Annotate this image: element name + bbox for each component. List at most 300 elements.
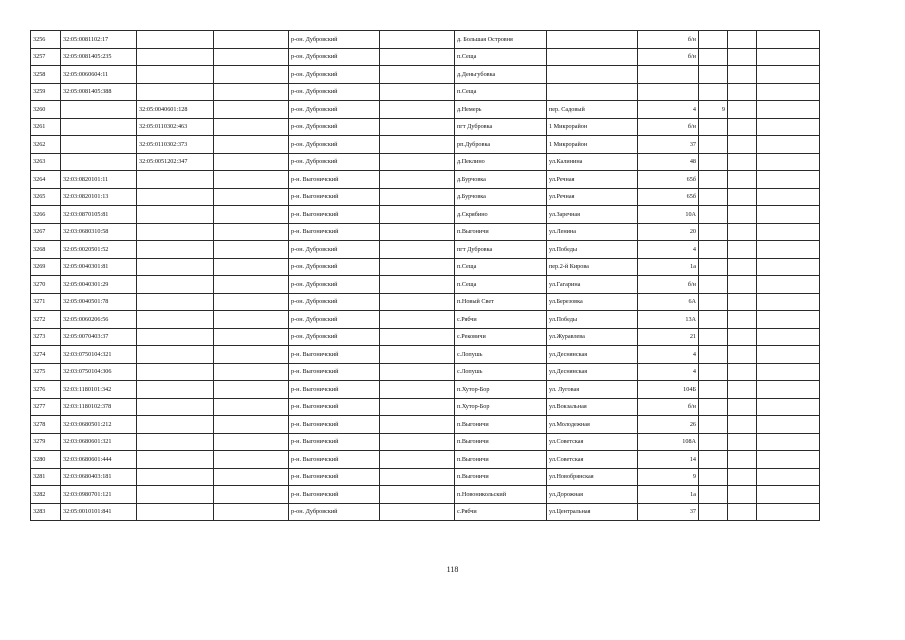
cadastral-number: 32:05:0020501:52 xyxy=(61,241,137,259)
row-number: 3260 xyxy=(31,101,61,119)
locality: п.Сеща xyxy=(455,83,547,101)
empty-cell xyxy=(214,311,289,329)
empty-cell xyxy=(757,276,820,294)
cadastral-number: 32:03:0680501:212 xyxy=(61,416,137,434)
street: ул.Речная xyxy=(547,171,638,189)
empty-cell xyxy=(214,346,289,364)
empty-cell xyxy=(380,118,455,136)
locality: с.Рековичи xyxy=(455,328,547,346)
locality: с.Рябчи xyxy=(455,311,547,329)
cadastral-number-alt xyxy=(137,276,214,294)
street: ул.Гагарина xyxy=(547,276,638,294)
row-number: 3268 xyxy=(31,241,61,259)
house-number: 10А xyxy=(638,206,699,224)
apartment-number xyxy=(699,346,728,364)
empty-cell xyxy=(380,188,455,206)
cadastral-number-alt xyxy=(137,398,214,416)
empty-cell xyxy=(728,346,757,364)
row-number: 3283 xyxy=(31,503,61,521)
table-row xyxy=(31,83,820,101)
empty-cell xyxy=(757,311,820,329)
locality: п.Новоникольский xyxy=(455,486,547,504)
table-row xyxy=(31,433,820,451)
house-number: б/н xyxy=(638,31,699,49)
empty-cell xyxy=(728,398,757,416)
empty-cell xyxy=(380,101,455,119)
empty-cell xyxy=(214,136,289,154)
table-row xyxy=(31,311,820,329)
apartment-number xyxy=(699,398,728,416)
row-number: 3264 xyxy=(31,171,61,189)
cadastral-number xyxy=(61,136,137,154)
empty-cell xyxy=(380,451,455,469)
cadastral-number: 32:05:0060206:56 xyxy=(61,311,137,329)
empty-cell xyxy=(380,136,455,154)
table-row xyxy=(31,398,820,416)
street: ул. Луговая xyxy=(547,381,638,399)
house-number: 4 xyxy=(638,363,699,381)
row-number: 3280 xyxy=(31,451,61,469)
empty-cell xyxy=(214,258,289,276)
district: р-н. Выгоничский xyxy=(289,416,380,434)
empty-cell xyxy=(214,66,289,84)
apartment-number xyxy=(699,276,728,294)
empty-cell xyxy=(380,241,455,259)
apartment-number xyxy=(699,206,728,224)
empty-cell xyxy=(214,118,289,136)
empty-cell xyxy=(380,171,455,189)
district: р-он. Дубровский xyxy=(289,258,380,276)
apartment-number xyxy=(699,171,728,189)
district: р-н. Выгоничский xyxy=(289,206,380,224)
locality: с.Лопушь xyxy=(455,346,547,364)
empty-cell xyxy=(757,136,820,154)
empty-cell xyxy=(728,223,757,241)
empty-cell xyxy=(757,328,820,346)
table-row xyxy=(31,328,820,346)
district: р-н. Выгоничский xyxy=(289,171,380,189)
table-row xyxy=(31,66,820,84)
cadastral-number: 32:03:1180101:342 xyxy=(61,381,137,399)
empty-cell xyxy=(380,31,455,49)
empty-cell xyxy=(757,66,820,84)
row-number: 3272 xyxy=(31,311,61,329)
cadastral-number-alt xyxy=(137,328,214,346)
house-number: 26 xyxy=(638,416,699,434)
table-row xyxy=(31,171,820,189)
street: ул.Новобрянская xyxy=(547,468,638,486)
empty-cell xyxy=(728,486,757,504)
table-row xyxy=(31,48,820,66)
street: пер.2-й Кирова xyxy=(547,258,638,276)
apartment-number xyxy=(699,293,728,311)
empty-cell xyxy=(214,206,289,224)
district: р-н. Выгоничский xyxy=(289,346,380,364)
empty-cell xyxy=(214,486,289,504)
empty-cell xyxy=(380,83,455,101)
empty-cell xyxy=(728,101,757,119)
street xyxy=(547,31,638,49)
empty-cell xyxy=(728,276,757,294)
table-row xyxy=(31,223,820,241)
cadastral-number: 32:03:1180102:378 xyxy=(61,398,137,416)
apartment-number xyxy=(699,311,728,329)
empty-cell xyxy=(380,276,455,294)
apartment-number xyxy=(699,433,728,451)
empty-cell xyxy=(728,363,757,381)
table-row xyxy=(31,241,820,259)
locality: п.Выгоничи xyxy=(455,416,547,434)
empty-cell xyxy=(380,328,455,346)
street: ул.Журавлева xyxy=(547,328,638,346)
cadastral-number: 32:03:0680601:321 xyxy=(61,433,137,451)
house-number: 21 xyxy=(638,328,699,346)
street: пер. Садовый xyxy=(547,101,638,119)
apartment-number xyxy=(699,223,728,241)
row-number: 3256 xyxy=(31,31,61,49)
empty-cell xyxy=(214,416,289,434)
empty-cell xyxy=(757,223,820,241)
district: р-он. Дубровский xyxy=(289,276,380,294)
empty-cell xyxy=(728,171,757,189)
row-number: 3276 xyxy=(31,381,61,399)
street xyxy=(547,83,638,101)
empty-cell xyxy=(757,258,820,276)
cadastral-number: 32:03:0680403:181 xyxy=(61,468,137,486)
empty-cell xyxy=(380,363,455,381)
apartment-number: 9 xyxy=(699,101,728,119)
empty-cell xyxy=(214,293,289,311)
empty-cell xyxy=(728,258,757,276)
empty-cell xyxy=(757,118,820,136)
row-number: 3282 xyxy=(31,486,61,504)
district: р-он. Дубровский xyxy=(289,118,380,136)
empty-cell xyxy=(757,241,820,259)
house-number: 104Б xyxy=(638,381,699,399)
house-number: 20 xyxy=(638,223,699,241)
apartment-number xyxy=(699,136,728,154)
empty-cell xyxy=(380,433,455,451)
table-row xyxy=(31,346,820,364)
locality: п.Выгоничи xyxy=(455,223,547,241)
empty-cell xyxy=(380,346,455,364)
apartment-number xyxy=(699,328,728,346)
cadastral-number-alt xyxy=(137,346,214,364)
empty-cell xyxy=(380,48,455,66)
row-number: 3271 xyxy=(31,293,61,311)
district: р-н. Выгоничский xyxy=(289,223,380,241)
locality: д. Большая Островня xyxy=(455,31,547,49)
district: р-он. Дубровский xyxy=(289,503,380,521)
empty-cell xyxy=(728,293,757,311)
apartment-number xyxy=(699,416,728,434)
table-row xyxy=(31,276,820,294)
cadastral-number: 32:05:0081102:17 xyxy=(61,31,137,49)
empty-cell xyxy=(380,486,455,504)
house-number: 37 xyxy=(638,136,699,154)
row-number: 3266 xyxy=(31,206,61,224)
cadastral-number-alt: 32:05:0110302:463 xyxy=(137,118,214,136)
district: р-он. Дубровский xyxy=(289,328,380,346)
cadastral-number: 32:03:0680310:58 xyxy=(61,223,137,241)
cadastral-number-alt xyxy=(137,451,214,469)
empty-cell xyxy=(214,223,289,241)
cadastral-number-alt xyxy=(137,363,214,381)
apartment-number xyxy=(699,83,728,101)
cadastral-number: 32:05:0060604:11 xyxy=(61,66,137,84)
locality: с.Лопушь xyxy=(455,363,547,381)
empty-cell xyxy=(757,346,820,364)
cadastral-number: 32:05:0081405:388 xyxy=(61,83,137,101)
house-number: 4 xyxy=(638,101,699,119)
empty-cell xyxy=(380,381,455,399)
table-row xyxy=(31,206,820,224)
house-number: б/н xyxy=(638,276,699,294)
cadastral-number-alt xyxy=(137,48,214,66)
empty-cell xyxy=(214,381,289,399)
street: ул.Советская xyxy=(547,451,638,469)
apartment-number xyxy=(699,31,728,49)
house-number xyxy=(638,66,699,84)
locality: п.Выгоничи xyxy=(455,433,547,451)
empty-cell xyxy=(214,328,289,346)
apartment-number xyxy=(699,468,728,486)
apartment-number xyxy=(699,118,728,136)
row-number: 3278 xyxy=(31,416,61,434)
district: р-он. Дубровский xyxy=(289,293,380,311)
cadastral-number: 32:05:0070403:37 xyxy=(61,328,137,346)
apartment-number xyxy=(699,381,728,399)
empty-cell xyxy=(757,398,820,416)
house-number: б/н xyxy=(638,48,699,66)
cadastral-number-alt: 32:05:0040601:128 xyxy=(137,101,214,119)
empty-cell xyxy=(757,486,820,504)
empty-cell xyxy=(214,276,289,294)
district: р-он. Дубровский xyxy=(289,83,380,101)
locality: п.Выгоничи xyxy=(455,468,547,486)
table-row xyxy=(31,381,820,399)
empty-cell xyxy=(757,381,820,399)
locality: п.Выгоничи xyxy=(455,451,547,469)
district: р-он. Дубровский xyxy=(289,31,380,49)
house-number: 9 xyxy=(638,468,699,486)
empty-cell xyxy=(380,66,455,84)
row-number: 3269 xyxy=(31,258,61,276)
empty-cell xyxy=(380,503,455,521)
cadastral-number: 32:03:0820101:11 xyxy=(61,171,137,189)
empty-cell xyxy=(380,311,455,329)
house-number: 65б xyxy=(638,188,699,206)
empty-cell xyxy=(728,433,757,451)
empty-cell xyxy=(380,416,455,434)
apartment-number xyxy=(699,363,728,381)
house-number: 1а xyxy=(638,258,699,276)
street: ул.Березовка xyxy=(547,293,638,311)
empty-cell xyxy=(757,153,820,171)
cadastral-number: 32:05:0010101:841 xyxy=(61,503,137,521)
district: р-он. Дубровский xyxy=(289,241,380,259)
empty-cell xyxy=(757,171,820,189)
empty-cell xyxy=(728,416,757,434)
empty-cell xyxy=(757,433,820,451)
row-number: 3279 xyxy=(31,433,61,451)
empty-cell xyxy=(757,83,820,101)
apartment-number xyxy=(699,503,728,521)
street: ул.Дорожная xyxy=(547,486,638,504)
cadastral-number-alt xyxy=(137,486,214,504)
street: ул.Центральная xyxy=(547,503,638,521)
locality: д.Скрябино xyxy=(455,206,547,224)
apartment-number xyxy=(699,486,728,504)
cadastral-number: 32:05:0081405:235 xyxy=(61,48,137,66)
house-number xyxy=(638,83,699,101)
district: р-н. Выгоничский xyxy=(289,451,380,469)
street: 1 Микрорайон xyxy=(547,118,638,136)
empty-cell xyxy=(728,31,757,49)
cadastral-number-alt xyxy=(137,171,214,189)
cadastral-number-alt xyxy=(137,206,214,224)
table-row xyxy=(31,153,820,171)
locality: д.Бурчовка xyxy=(455,171,547,189)
apartment-number xyxy=(699,451,728,469)
district: р-он. Дубровский xyxy=(289,101,380,119)
table-row xyxy=(31,188,820,206)
house-number: 4 xyxy=(638,346,699,364)
cadastral-number-alt xyxy=(137,31,214,49)
empty-cell xyxy=(214,101,289,119)
cadastral-number: 32:05:0040501:78 xyxy=(61,293,137,311)
house-number: 65б xyxy=(638,171,699,189)
cadastral-number-alt xyxy=(137,468,214,486)
locality: д.Пеклино xyxy=(455,153,547,171)
locality: с.Рябчи xyxy=(455,503,547,521)
row-number: 3262 xyxy=(31,136,61,154)
street: 1 Микрорайон xyxy=(547,136,638,154)
cadastral-number-alt xyxy=(137,188,214,206)
empty-cell xyxy=(380,468,455,486)
row-number: 3267 xyxy=(31,223,61,241)
row-number: 3270 xyxy=(31,276,61,294)
district: р-он. Дубровский xyxy=(289,66,380,84)
street: ул.Молодежная xyxy=(547,416,638,434)
cadastral-number: 32:05:0040301:29 xyxy=(61,276,137,294)
empty-cell xyxy=(214,241,289,259)
district: р-он. Дубровский xyxy=(289,136,380,154)
apartment-number xyxy=(699,48,728,66)
house-number: 6А xyxy=(638,293,699,311)
empty-cell xyxy=(214,363,289,381)
empty-cell xyxy=(380,293,455,311)
house-number: б/н xyxy=(638,398,699,416)
empty-cell xyxy=(214,503,289,521)
apartment-number xyxy=(699,188,728,206)
table-row xyxy=(31,258,820,276)
cadastral-number xyxy=(61,118,137,136)
row-number: 3259 xyxy=(31,83,61,101)
page-number: 118 xyxy=(446,565,459,574)
empty-cell xyxy=(728,503,757,521)
cadastral-number-alt xyxy=(137,66,214,84)
empty-cell xyxy=(728,118,757,136)
row-number: 3261 xyxy=(31,118,61,136)
house-number: 13А xyxy=(638,311,699,329)
locality: пгт Дубровка xyxy=(455,241,547,259)
row-number: 3263 xyxy=(31,153,61,171)
empty-cell xyxy=(214,188,289,206)
empty-cell xyxy=(728,83,757,101)
apartment-number xyxy=(699,66,728,84)
row-number: 3273 xyxy=(31,328,61,346)
row-number: 3281 xyxy=(31,468,61,486)
cadastral-number-alt xyxy=(137,241,214,259)
cadastral-number: 32:05:0040301:81 xyxy=(61,258,137,276)
row-number: 3257 xyxy=(31,48,61,66)
street xyxy=(547,66,638,84)
empty-cell xyxy=(214,153,289,171)
locality: пгт Дубровка xyxy=(455,118,547,136)
locality: п.Хутор-Бор xyxy=(455,398,547,416)
empty-cell xyxy=(728,206,757,224)
street: ул.Речная xyxy=(547,188,638,206)
table-row xyxy=(31,363,820,381)
row-number: 3258 xyxy=(31,66,61,84)
district: р-н. Выгоничский xyxy=(289,188,380,206)
table-row xyxy=(31,468,820,486)
empty-cell xyxy=(757,416,820,434)
empty-cell xyxy=(214,433,289,451)
table-row xyxy=(31,136,820,154)
locality: д.Немерь xyxy=(455,101,547,119)
cadastral-number-alt xyxy=(137,503,214,521)
empty-cell xyxy=(757,206,820,224)
apartment-number xyxy=(699,241,728,259)
district: р-он. Дубровский xyxy=(289,48,380,66)
locality: рп.Дубровка xyxy=(455,136,547,154)
street: ул.Заречная xyxy=(547,206,638,224)
empty-cell xyxy=(757,451,820,469)
empty-cell xyxy=(380,223,455,241)
district: р-н. Выгоничский xyxy=(289,363,380,381)
empty-cell xyxy=(728,188,757,206)
empty-cell xyxy=(728,66,757,84)
table-row xyxy=(31,503,820,521)
house-number: 48 xyxy=(638,153,699,171)
row-number: 3277 xyxy=(31,398,61,416)
cadastral-number-alt: 32:05:0110302:373 xyxy=(137,136,214,154)
empty-cell xyxy=(214,451,289,469)
street: ул.Советская xyxy=(547,433,638,451)
empty-cell xyxy=(728,311,757,329)
street: ул.Вокзальная xyxy=(547,398,638,416)
table-row xyxy=(31,293,820,311)
cadastral-number: 32:03:0820101:13 xyxy=(61,188,137,206)
table-row xyxy=(31,416,820,434)
cadastral-number-alt: 32:05:0051202:347 xyxy=(137,153,214,171)
cadastral-number: 32:03:0980701:121 xyxy=(61,486,137,504)
cadastral-number-alt xyxy=(137,416,214,434)
empty-cell xyxy=(728,241,757,259)
empty-cell xyxy=(757,363,820,381)
empty-cell xyxy=(380,258,455,276)
empty-cell xyxy=(728,451,757,469)
district: р-н. Выгоничский xyxy=(289,468,380,486)
cadastral-number: 32:03:0750104:306 xyxy=(61,363,137,381)
empty-cell xyxy=(757,503,820,521)
empty-cell xyxy=(728,136,757,154)
street: ул.Победы xyxy=(547,241,638,259)
empty-cell xyxy=(380,398,455,416)
empty-cell xyxy=(214,83,289,101)
